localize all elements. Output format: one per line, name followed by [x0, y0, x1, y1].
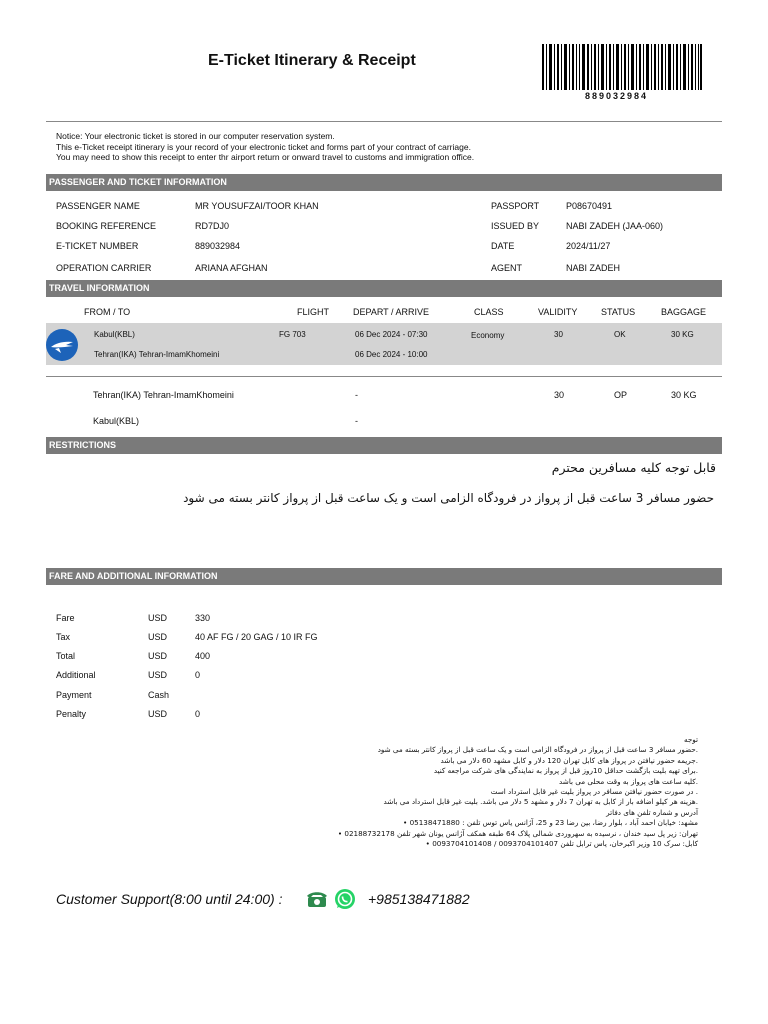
booking-reference-label: BOOKING REFERENCE	[56, 221, 157, 231]
segment1-validity: 30	[554, 330, 563, 339]
penalty-label: Penalty	[56, 709, 87, 719]
segment-divider	[46, 376, 722, 377]
tax-currency: USD	[148, 632, 168, 642]
notes-block	[278, 735, 698, 849]
fare-section-header: FARE AND ADDITIONAL INFORMATION	[46, 568, 722, 585]
penalty-value: 0	[195, 709, 201, 719]
passenger-name-value: MR YOUSUFZAI/TOOR KHAN	[195, 201, 319, 211]
barcode-number: 889032984	[585, 91, 649, 101]
notice-line: Notice: Your electronic ticket is stored in our computer reservation system.	[56, 131, 335, 141]
total-value: 400	[195, 651, 211, 661]
notes-line: آدرس و شماره تلفن های دفاتر	[606, 807, 698, 817]
passport-value: P08670491	[566, 201, 613, 211]
restriction-line-2: حضور مسافر 3 ساعت قبل از پرواز در فرودگاه الزامی است و یک ساعت قبل از پرواز کانتر بسته می شود	[183, 491, 714, 505]
notes-line: توجه	[683, 735, 698, 744]
booking-reference-value: RD7DJ0	[195, 221, 230, 231]
issued-by-value: NABI ZADEH (JAA-060)	[566, 221, 664, 231]
col-from-to: FROM / TO	[84, 307, 131, 317]
restriction-line-1: قابل توجه کلیه مسافرین محترم	[551, 460, 716, 475]
segment1-flight: FG 703	[279, 330, 306, 339]
col-flight: FLIGHT	[297, 307, 330, 317]
notes-line: .هزینه هر کیلو اضافه بار از کابل به تهران 7 دلار و مشهد 5 دلار می باشد. بلیت غیر قابل استرداد می باشد	[383, 797, 698, 807]
notice-text	[56, 131, 474, 163]
notice-line: You may need to show this receipt to enter thr airport return or onward travel to customs and immigration office.	[56, 152, 475, 162]
agent-value: NABI ZADEH	[566, 263, 621, 273]
date-value: 2024/11/27	[566, 241, 611, 251]
col-baggage: BAGGAGE	[661, 307, 707, 317]
support-phone-number[interactable]: +985138471882	[368, 891, 470, 907]
tax-label: Tax	[56, 632, 71, 642]
segment2-to: Kabul(KBL)	[93, 416, 140, 426]
col-class: CLASS	[474, 307, 504, 317]
customer-support-label: Customer Support(8:00 until 24:00) :	[56, 891, 283, 907]
notes-line: .کلیه ساعت های پرواز به وقت محلی می باشد	[559, 776, 698, 786]
fare-label: Fare	[56, 613, 75, 623]
notes-line: مشهد: خیابان احمد آباد ، بلوار رضا، بین رضا 23 و 25، آژانس یاس توس تلفن : 05138471880 •	[403, 818, 698, 828]
operation-carrier-value: ARIANA AFGHAN	[195, 263, 268, 273]
additional-label: Additional	[56, 670, 96, 680]
segment2-baggage: 30 KG	[671, 390, 697, 400]
fare-currency: USD	[148, 613, 168, 623]
payment-label: Payment	[56, 690, 92, 700]
segment2-validity: 30	[554, 390, 565, 400]
notes-line: کابل: سرک 10 وزیر اکبرخان، یاس ترابل تلفن 0093704101407 / 0093704101408 •	[425, 839, 698, 849]
total-currency: USD	[148, 651, 168, 661]
total-label: Total	[56, 651, 76, 661]
notes-line: .حضور مسافر 3 ساعت قبل از پرواز در فرودگاه الزامی است و یک ساعت قبل از پرواز کانتر بسته می شود	[377, 745, 698, 755]
col-depart-arrive: DEPART / ARRIVE	[353, 307, 430, 317]
payment-method: Cash	[148, 690, 170, 700]
notes-line: تهران: زیر پل سید خندان ، نرسیده به سهروردی شمالی پلاک 64 طبقه همکف آژانس یونان شهر تلفن 02188732178 •	[337, 828, 698, 838]
restrictions-section-header: RESTRICTIONS	[46, 437, 722, 454]
notes-line: .برای تهیه بلیت بازگشت حداقل 10روز قبل از پرواز به نمایندگی های شرکت مراجعه کنید	[433, 766, 698, 776]
page-title: E-Ticket Itinerary & Receipt	[208, 52, 416, 69]
segment1-to: Tehran(IKA) Tehran-ImamKhomeini	[94, 350, 220, 359]
travel-section-header: TRAVEL INFORMATION	[46, 280, 722, 297]
fare-value: 330	[195, 613, 211, 623]
passenger-section-header: PASSENGER AND TICKET INFORMATION	[46, 174, 722, 191]
segment1-arrive: 06 Dec 2024 - 10:00	[355, 350, 428, 359]
issued-by-label: ISSUED BY	[491, 221, 540, 231]
eticket-number-value: 889032984	[195, 241, 241, 251]
header-divider	[46, 121, 722, 122]
operation-carrier-label: OPERATION CARRIER	[56, 263, 152, 273]
additional-currency: USD	[148, 670, 168, 680]
date-label: DATE	[491, 241, 515, 251]
whatsapp-icon[interactable]	[334, 888, 356, 910]
segment1-baggage: 30 KG	[671, 330, 694, 339]
segment2-status: OP	[614, 390, 628, 400]
notes-line: . در صورت حضور نیافتن مسافر در پرواز بلیت غیر قابل استرداد است	[490, 787, 698, 797]
segment2-arrive: -	[355, 416, 358, 426]
agent-label: AGENT	[491, 263, 523, 273]
eticket-number-label: E-TICKET NUMBER	[56, 241, 139, 251]
additional-value: 0	[195, 670, 201, 680]
segment1-status: OK	[614, 330, 626, 339]
barcode	[542, 44, 702, 90]
col-status: STATUS	[601, 307, 636, 317]
segment1-depart: 06 Dec 2024 - 07:30	[355, 330, 428, 339]
phone-icon[interactable]	[306, 888, 328, 910]
segment1-class: Economy	[471, 331, 505, 340]
penalty-currency: USD	[148, 709, 168, 719]
notes-line: .جریمه حضور نیافتن در پرواز های کابل تهران 120 دلار و کابل مشهد 60 دلار می باشد	[440, 755, 698, 765]
notice-line: This e-Ticket receipt itinerary is your record of your electronic ticket and forms part of your contract of carriage.	[56, 141, 471, 152]
tax-value: 40 AF FG / 20 GAG / 10 IR FG	[195, 632, 318, 642]
passport-label: PASSPORT	[491, 201, 540, 211]
ariana-logo-icon	[46, 329, 78, 361]
passenger-name-label: PASSENGER NAME	[56, 201, 140, 211]
col-validity: VALIDITY	[538, 307, 578, 317]
segment2-from: Tehran(IKA) Tehran-ImamKhomeini	[93, 390, 234, 400]
segment1-from: Kabul(KBL)	[94, 330, 135, 339]
segment2-depart: -	[355, 390, 358, 400]
